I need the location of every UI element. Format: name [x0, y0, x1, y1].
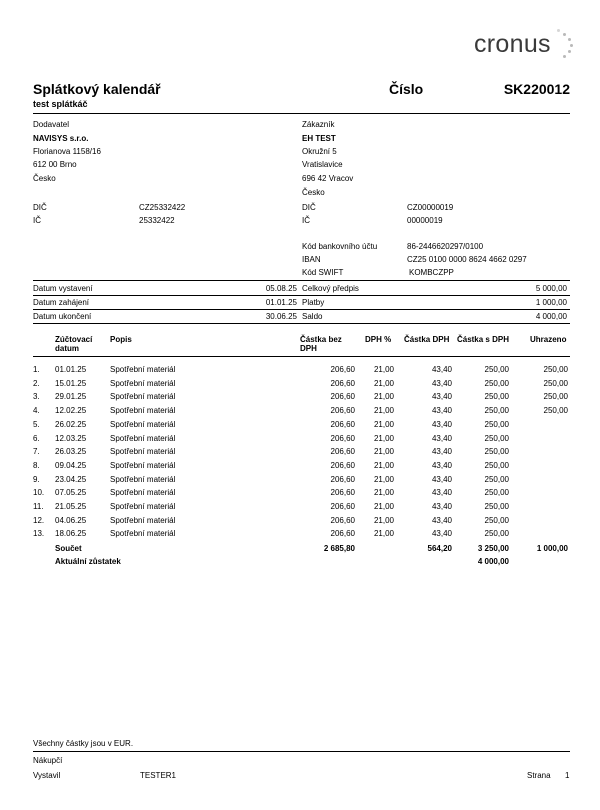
header-divider	[33, 113, 570, 114]
row-desc: Spotřební materiál	[110, 447, 176, 457]
sum-net: 2 685,80	[323, 544, 355, 553]
row-vat: 43,40	[431, 419, 452, 429]
row-desc: Spotřební materiál	[110, 515, 176, 525]
row-vat: 43,40	[431, 474, 452, 484]
row-no: 10.	[33, 488, 45, 498]
row-no: 5.	[33, 419, 40, 429]
start-date: 01.01.25	[265, 298, 297, 307]
dates-divider-1	[33, 295, 570, 296]
row-date: 01.01.25	[55, 365, 87, 374]
supplier-dic-label: DIČ	[33, 203, 47, 212]
bank-account: 86-2446620297/0100	[407, 242, 484, 251]
customer-dic-label: DIČ	[302, 203, 316, 212]
row-vat-pct: 21,00	[373, 515, 394, 525]
supplier-ic: 25332422	[139, 216, 175, 225]
row-vat-pct: 21,00	[373, 529, 394, 539]
supplier-dic: CZ25332422	[139, 203, 186, 212]
iban-label: IBAN	[302, 255, 321, 264]
col-header-date: Zúčtovací datum	[55, 335, 93, 353]
department: Nákupčí	[33, 756, 63, 765]
row-no: 9.	[33, 474, 40, 484]
row-gross: 250,00	[484, 419, 509, 429]
row-no: 11.	[33, 502, 44, 511]
payments-value: 1 000,00	[535, 298, 567, 307]
customer-country: Česko	[302, 188, 325, 197]
row-no: 4.	[33, 406, 40, 416]
row-vat: 43,40	[431, 433, 452, 443]
row-vat-pct: 21,00	[373, 365, 394, 374]
supplier-address1: Florianova 1158/16	[33, 147, 101, 156]
row-desc: Spotřební materiál	[110, 502, 176, 511]
row-no: 13.	[33, 529, 45, 539]
row-desc: Spotřební materiál	[110, 488, 176, 498]
swift-label: Kód SWIFT	[302, 268, 344, 277]
row-vat-pct: 21,00	[373, 433, 394, 443]
issued-label: Datum vystavení	[33, 284, 93, 293]
bank-divider	[33, 280, 570, 281]
row-paid: 250,00	[543, 378, 568, 388]
row-net: 206,60	[330, 433, 355, 443]
row-date: 12.02.25	[55, 406, 87, 416]
customer-address2: Vratislavice	[302, 160, 343, 169]
sum-label: Součet	[55, 544, 82, 553]
logo-text: cronus	[474, 30, 551, 58]
row-net: 206,60	[330, 529, 355, 539]
row-date: 15.01.25	[55, 378, 87, 388]
row-net: 206,60	[330, 474, 355, 484]
row-no: 7.	[33, 447, 40, 457]
row-gross: 250,00	[484, 433, 509, 443]
supplier-address2: 612 00 Brno	[33, 160, 77, 169]
row-net: 206,60	[330, 460, 355, 470]
row-no: 6.	[33, 433, 40, 443]
row-vat-pct: 21,00	[373, 419, 394, 429]
end-label: Datum ukončení	[33, 312, 92, 321]
issuer-label: Vystavil	[33, 771, 61, 780]
iban: CZ25 0100 0000 8624 4662 0297	[407, 255, 527, 264]
row-desc: Spotřební materiál	[110, 529, 176, 539]
row-date: 26.02.25	[55, 419, 87, 429]
row-gross: 250,00	[484, 529, 509, 539]
sum-gross: 3 250,00	[477, 544, 509, 553]
company-logo	[474, 28, 574, 62]
row-vat: 43,40	[431, 529, 452, 539]
row-vat: 43,40	[431, 488, 452, 498]
document-number: SK220012	[503, 81, 570, 97]
start-label: Datum zahájení	[33, 298, 90, 307]
col-header-vat: Částka DPH	[404, 335, 450, 344]
row-no: 12.	[33, 515, 45, 525]
issuer-name: TESTER1	[140, 771, 177, 780]
row-vat: 43,40	[431, 378, 452, 388]
col-header-desc: Popis	[110, 335, 132, 344]
row-gross: 250,00	[484, 392, 509, 402]
remaining-label: Aktuální zůstatek	[55, 557, 121, 566]
customer-label: Zákazník	[302, 120, 335, 129]
document-title: Splátkový kalendář	[33, 81, 161, 97]
customer-address1: Okružní 5	[302, 147, 337, 156]
row-paid: 250,00	[543, 365, 568, 374]
row-desc: Spotřební materiál	[110, 433, 176, 443]
row-vat-pct: 21,00	[373, 460, 394, 470]
row-vat-pct: 21,00	[373, 392, 394, 402]
balance-value: 4 000,00	[535, 312, 567, 321]
row-desc: Spotřební materiál	[110, 392, 176, 402]
col-header-net: Částka bez DPH	[300, 335, 342, 353]
payments-label: Platby	[302, 298, 325, 307]
row-desc: Spotřební materiál	[110, 474, 176, 484]
row-desc: Spotřební materiál	[110, 365, 176, 374]
remaining-value: 4 000,00	[477, 557, 509, 566]
row-no: 8.	[33, 460, 40, 470]
col-header-gross: Částka s DPH	[456, 335, 509, 344]
row-paid: 250,00	[543, 392, 568, 402]
row-gross: 250,00	[484, 502, 509, 511]
bank-account-label: Kód bankovního účtu	[302, 242, 378, 251]
row-vat-pct: 21,00	[373, 406, 394, 416]
row-gross: 250,00	[484, 378, 509, 388]
customer-dic: CZ00000019	[407, 203, 454, 212]
col-header-paid: Uhrazeno	[530, 335, 567, 344]
row-desc: Spotřební materiál	[110, 419, 176, 429]
sum-paid: 1 000,00	[536, 544, 568, 553]
row-desc: Spotřební materiál	[110, 406, 176, 416]
row-date: 18.06.25	[55, 529, 87, 539]
row-gross: 250,00	[484, 447, 509, 457]
table-header-divider	[33, 356, 570, 357]
balance-label: Saldo	[302, 312, 323, 321]
customer-name: EH TEST	[302, 134, 336, 143]
swift: KOMBCZPP	[409, 268, 454, 277]
row-date: 09.04.25	[55, 460, 87, 470]
row-vat-pct: 21,00	[373, 378, 394, 388]
row-net: 206,60	[330, 392, 355, 402]
supplier-name: NAVISYS s.r.o.	[33, 134, 89, 143]
row-vat-pct: 21,00	[373, 502, 394, 511]
row-vat: 43,40	[431, 502, 452, 511]
document-subtitle: test splátkáč	[33, 99, 88, 109]
row-vat-pct: 21,00	[373, 488, 394, 498]
supplier-country: Česko	[33, 174, 56, 183]
end-date: 30.06.25	[265, 312, 297, 321]
row-date: 04.06.25	[55, 515, 87, 525]
page-label: Strana	[527, 771, 551, 780]
row-net: 206,60	[330, 406, 355, 416]
row-no: 2.	[33, 378, 40, 388]
row-net: 206,60	[330, 378, 355, 388]
row-vat: 43,40	[431, 460, 452, 470]
row-vat: 43,40	[431, 392, 452, 402]
customer-address3: 696 42 Vracov	[302, 174, 354, 183]
supplier-label: Dodavatel	[33, 120, 70, 129]
row-gross: 250,00	[484, 406, 509, 416]
row-gross: 250,00	[484, 365, 509, 374]
dates-divider-3	[33, 323, 570, 324]
sum-vat: 564,20	[427, 544, 452, 553]
row-vat: 43,40	[431, 515, 452, 525]
number-label: Číslo	[389, 81, 424, 97]
row-net: 206,60	[330, 365, 355, 374]
row-net: 206,60	[330, 447, 355, 457]
row-no: 1.	[33, 365, 40, 374]
customer-ic-label: IČ	[302, 216, 310, 225]
row-date: 07.05.25	[55, 488, 87, 498]
row-vat-pct: 21,00	[373, 447, 394, 457]
row-vat: 43,40	[431, 365, 452, 374]
prescribed-value: 5 000,00	[535, 284, 567, 293]
row-no: 3.	[33, 392, 40, 402]
currency-note: Všechny částky jsou v EUR.	[33, 739, 134, 748]
row-gross: 250,00	[484, 460, 509, 470]
customer-ic: 00000019	[407, 216, 443, 225]
dates-divider-2	[33, 309, 570, 310]
supplier-ic-label: IČ	[33, 216, 41, 225]
row-gross: 250,00	[484, 515, 509, 525]
row-desc: Spotřební materiál	[110, 460, 176, 470]
row-vat: 43,40	[431, 406, 452, 416]
row-vat: 43,40	[431, 447, 452, 457]
row-net: 206,60	[330, 502, 355, 511]
row-date: 12.03.25	[55, 433, 87, 443]
row-desc: Spotřební materiál	[110, 378, 176, 388]
row-date: 26.03.25	[55, 447, 87, 457]
row-paid: 250,00	[543, 406, 568, 416]
prescribed-label: Celkový předpis	[302, 284, 359, 293]
row-date: 21.05.25	[55, 502, 87, 511]
page-number: 1	[565, 771, 570, 780]
footer-divider	[33, 751, 570, 752]
row-net: 206,60	[330, 488, 355, 498]
row-gross: 250,00	[484, 474, 509, 484]
row-date: 29.01.25	[55, 392, 87, 402]
row-gross: 250,00	[484, 488, 509, 498]
row-date: 23.04.25	[55, 474, 87, 484]
col-header-vat-pct: DPH %	[365, 335, 392, 344]
issued-date: 05.08.25	[265, 284, 297, 293]
row-net: 206,60	[330, 419, 355, 429]
row-vat-pct: 21,00	[373, 474, 394, 484]
row-net: 206,60	[330, 515, 355, 525]
